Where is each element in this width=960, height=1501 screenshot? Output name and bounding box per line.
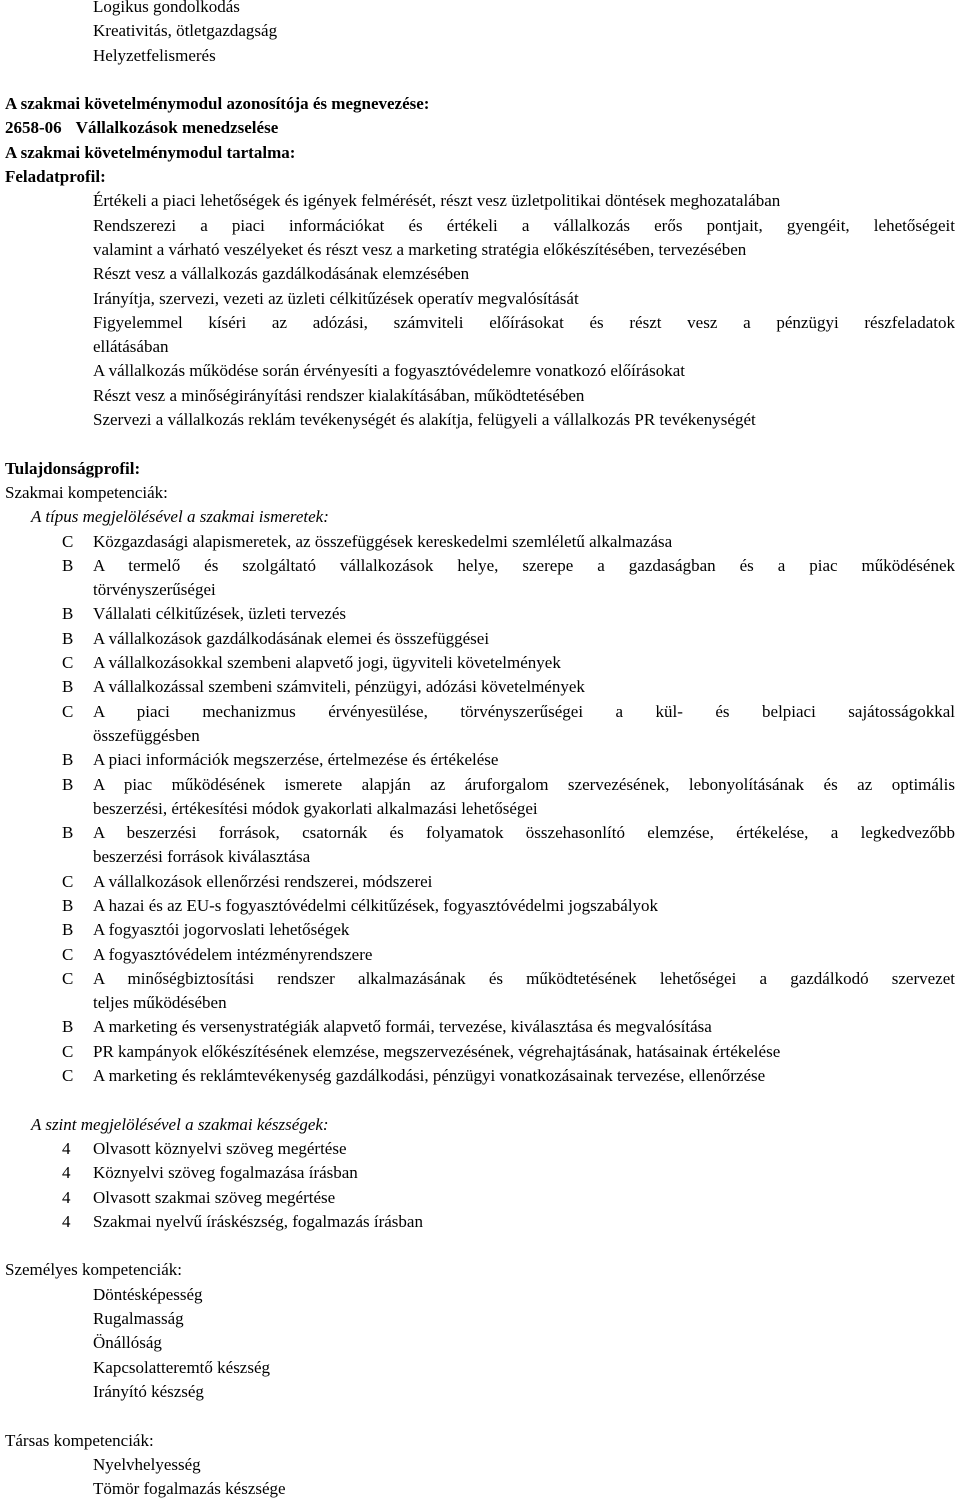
item-text [93,894,955,918]
item-text [93,773,955,822]
ismeret-item [0,1040,960,1064]
item-text [93,1064,955,1088]
feladat-item-line: A vállalkozás működése során érvényesíti a fogyasztóvédelemre vonatkozó előírásokat [93,361,685,381]
list-item: Kapcsolatteremtő készség [93,1357,271,1377]
item-text-line: A fogyasztói jogorvoslati lehetőségek [93,920,350,940]
feladat-item-line: Részt vesz a vállalkozás gazdálkodásának elemzésében [93,264,470,284]
module-id-heading: A szakmai követelménymodul azonosítója és megnevezése: [5,94,430,114]
list-item: Kreativitás, ötletgazdagság [93,21,278,41]
ismeret-item [0,675,960,699]
feladat-item [0,408,960,432]
item-text-line: A marketing és reklámtevékenység gazdálkodási, pénzügyi vonatkozásainak tervezése, ellenőrzése [93,1066,766,1086]
item-text [93,918,955,942]
keszseg-item [0,1210,960,1234]
list-item: Döntésképesség [93,1284,203,1304]
keszseg-item [0,1137,960,1161]
item-text-line: beszerzési, értékesítési módok gyakorlati alkalmazási lehetőségei [93,798,538,818]
item-text [93,748,955,772]
list-item: Rugalmasság [93,1309,184,1329]
item-text-line: A vállalkozások ellenőrzési rendszerei, módszerei [93,871,433,891]
item-text [93,1186,955,1210]
level-label: 4 [62,1138,71,1158]
ismeret-item [0,530,960,554]
feladat-item [0,359,960,383]
feladat-item-line: Rendszerezi a piaci információkat és értékeli a vállalkozás erős pontjait, gyengéit, lehetőségeit [93,215,955,235]
feladat-item [0,214,960,263]
item-text-line: PR kampányok előkészítésének elemzése, megszervezésének, végrehajtásának, hatásainak értékelése [93,1041,781,1061]
item-text [93,821,955,870]
module-name: Vállalkozások menedzselése [75,118,279,138]
item-text-line: A minőségbiztosítási rendszer alkalmazásának és működtetésének lehetőségei a gazdálkodó szervezet [93,968,955,988]
keszseg-item [0,1186,960,1210]
szemelyes-list [0,1283,960,1404]
ismeret-item [0,1015,960,1039]
ismeret-item [0,967,960,1016]
item-text-line: A piaci információk megszerzése, értelmezése és értékelése [93,750,499,770]
list-item: Logikus gondolkodás [93,0,240,16]
feladatprofil-section [0,165,960,432]
item-text [93,967,955,1016]
item-text-line: Olvasott köznyelvi szöveg megértése [93,1138,347,1158]
item-text [93,870,955,894]
ismeret-item [0,748,960,772]
ismeret-item [0,627,960,651]
level-label: C [62,1066,74,1086]
level-label: B [62,604,74,624]
level-label: B [62,895,74,915]
list-item: Önállóság [93,1333,162,1353]
level-label: C [62,653,74,673]
ismeretek-heading: A típus megjelölésével a szakmai ismeretek: [31,507,329,527]
feladat-item-line: Szervezi a vállalkozás reklám tevékenységét és alakítja, felügyeli a vállalkozás PR tevékenységét [93,410,756,430]
feladat-item-line: Értékeli a piaci lehetőségek és igények felmérését, részt vesz üzletpolitikai döntések meghozatalában [93,191,781,211]
module-header [0,92,960,165]
level-label: C [62,1041,74,1061]
item-text-line: beszerzési források kiválasztása [93,847,311,867]
tarsas-list [0,1453,960,1501]
item-text-line: Közgazdasági alapismeretek, az összefüggések kereskedelmi szemléletű alkalmazása [93,531,673,551]
level-label: B [62,823,74,843]
ismeret-item [0,1064,960,1088]
tarsas-kompetenciak-heading: Társas kompetenciák: [5,1430,154,1450]
feladat-item [0,311,960,360]
item-text [93,1040,955,1064]
item-text [93,602,955,626]
item-text [93,1210,955,1234]
top-list [0,0,960,68]
level-label: B [62,920,74,940]
item-text-line: törvényszerűségei [93,580,216,600]
level-label: C [62,531,74,551]
item-text [93,943,955,967]
level-label: C [62,968,74,988]
level-label: B [62,750,74,770]
szemelyes-kompetenciak-heading: Személyes kompetenciák: [5,1260,183,1280]
item-text-line: A hazai és az EU-s fogyasztóvédelmi célkitűzések, fogyasztóvédelmi jogszabályok [93,895,659,915]
item-text-line: A termelő és szolgáltató vállalkozások helye, szerepe a gazdaságban és a piac működésének [93,555,955,575]
feladat-item [0,262,960,286]
list-item: Nyelvhelyesség [93,1454,201,1474]
item-text-line: A fogyasztóvédelem intézményrendszere [93,944,373,964]
item-text-line: Szakmai nyelvű íráskészség, fogalmazás írásban [93,1211,423,1231]
keszsegek-list [0,1137,960,1234]
level-label: B [62,1017,74,1037]
ismeret-item [0,602,960,626]
feladat-item-line: Részt vesz a minőségirányítási rendszer kialakításában, működtetésében [93,385,585,405]
ismeret-item [0,651,960,675]
item-text [93,627,955,651]
module-code-name [0,116,960,140]
item-text-line: A beszerzési források, csatornák és folyamatok összehasonlító elemzése, értékelése, a legkedvezőbb [93,823,955,843]
item-text-line: teljes működésében [93,993,227,1013]
level-label: B [62,555,74,575]
level-label: 4 [62,1211,71,1231]
tulajdonsagprofil-section [0,457,960,1501]
ismeret-item [0,821,960,870]
ismeret-item [0,700,960,749]
feladat-item-line: ellátásában [93,337,169,357]
level-label: B [62,677,74,697]
feladatprofil-list [0,189,960,432]
item-text-line: Olvasott szakmai szöveg megértése [93,1187,336,1207]
list-item: Tömör fogalmazás készsége [93,1479,286,1499]
item-text-line: Köznyelvi szöveg fogalmazása írásban [93,1163,358,1183]
level-label: B [62,628,74,648]
item-text [93,675,955,699]
item-text-line: A piac működésének ismerete alapján az áruforgalom szervezésének, lebonyolításának és az optimális [93,774,955,794]
level-label: 4 [62,1187,71,1207]
item-text [93,1015,955,1039]
feladat-item [0,189,960,213]
ismeretek-list [0,530,960,1089]
ismeret-item [0,554,960,603]
item-text-line: Vállalati célkitűzések, üzleti tervezés [93,604,346,624]
ismeret-item [0,918,960,942]
item-text-line: összefüggésben [93,725,200,745]
level-label: 4 [62,1163,71,1183]
ismeret-item [0,773,960,822]
level-label: B [62,774,74,794]
ismeret-item [0,943,960,967]
item-text-line: A piaci mechanizmus érvényesülése, törvényszerűségei a kül- és belpiaci sajátosságokkal [93,701,955,721]
szakmai-kompetenciak-heading: Szakmai kompetenciák: [5,482,168,502]
item-text [93,530,955,554]
feladat-item-line: Irányítja, szervezi, vezeti az üzleti célkitűzések operatív megvalósítását [93,288,579,308]
list-item: Irányító készség [93,1381,204,1401]
ismeret-item [0,894,960,918]
level-label: C [62,701,74,721]
item-text [93,1161,955,1185]
item-text-line: A vállalkozással szembeni számviteli, pénzügyi, adózási követelmények [93,677,585,697]
module-code: 2658-06 [5,118,62,138]
list-item: Helyzetfelismerés [93,45,216,65]
keszsegek-heading: A szint megjelölésével a szakmai készségek: [31,1114,329,1134]
item-text-line: A vállalkozások gazdálkodásának elemei és összefüggései [93,628,490,648]
item-text-line: A marketing és versenystratégiák alapvető formái, tervezése, kiválasztása és megvalósítása [93,1017,712,1037]
feladat-item [0,384,960,408]
item-text [93,700,955,749]
keszseg-item [0,1161,960,1185]
feladat-item-line: Figyelemmel kíséri az adózási, számviteli előírásokat és részt vesz a pénzügyi részfeladatok [93,312,955,332]
module-content-heading: A szakmai követelménymodul tartalma: [5,142,296,162]
tulajdonsagprofil-heading: Tulajdonságprofil: [5,458,141,478]
item-text [93,554,955,603]
feladatprofil-heading: Feladatprofil: [5,167,106,187]
level-label: C [62,871,74,891]
ismeret-item [0,870,960,894]
feladat-item-line: valamint a várható veszélyeket és részt vesz a marketing stratégia előkészítésében, tervezésében [93,239,747,259]
item-text-line: A vállalkozásokkal szembeni alapvető jogi, ügyviteli követelmények [93,653,561,673]
item-text [93,1137,955,1161]
level-label: C [62,944,74,964]
item-text [93,651,955,675]
feladat-item [0,287,960,311]
